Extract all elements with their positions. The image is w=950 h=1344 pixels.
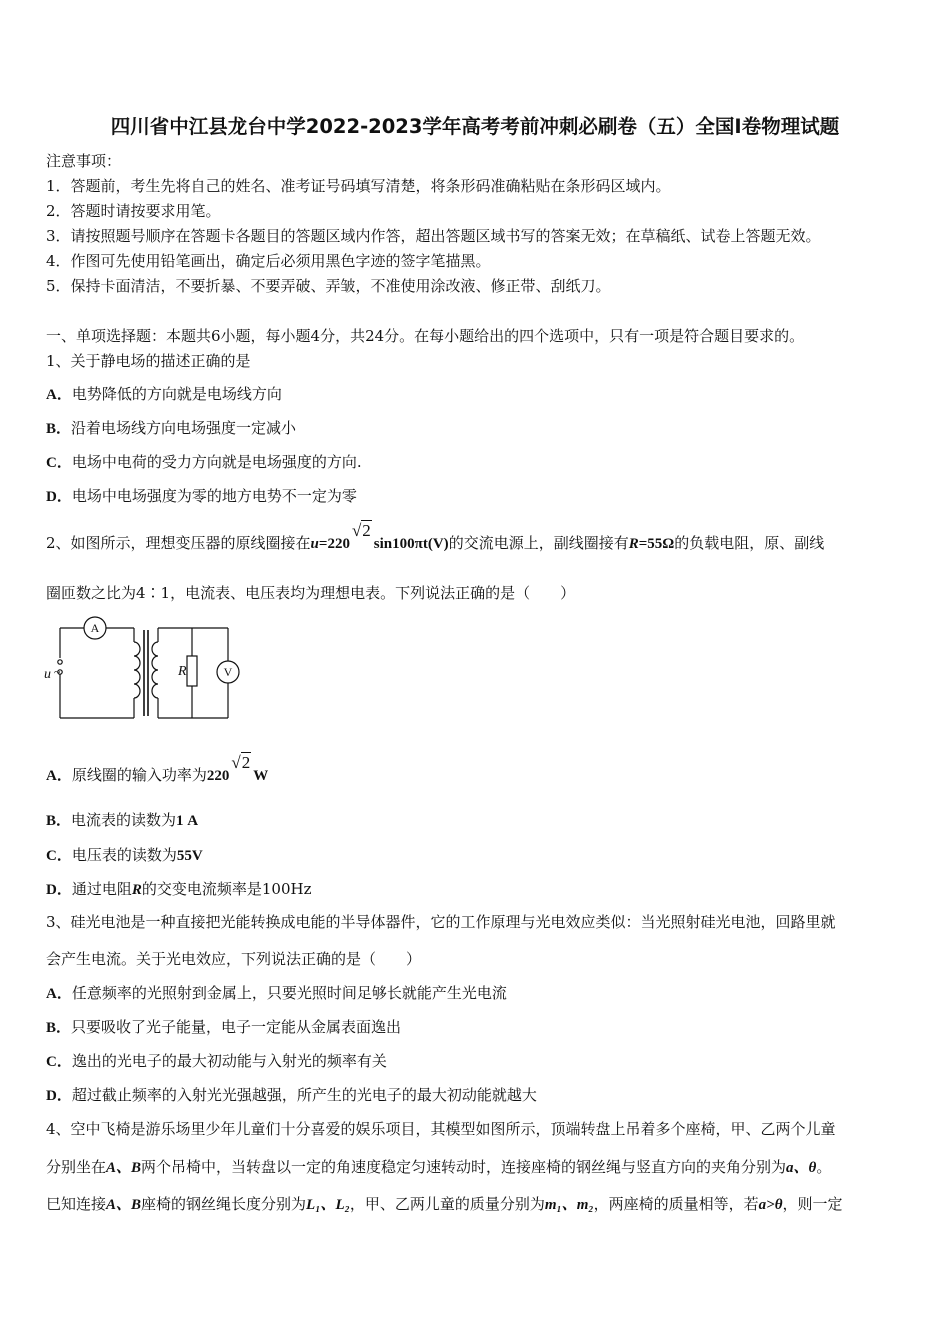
q3-option-a: [46, 983, 507, 1004]
q2-r-val: =55Ω: [638, 536, 675, 552]
option-label: A．: [46, 986, 72, 1002]
q3-stem-line1: 3、硅光电池是一种直接把光能转换成电能的半导体器件，它的工作原理与光电效应类似：当光照射硅光电池，回路里就: [46, 913, 836, 931]
option-text: 沿着电场线方向电场强度一定减小: [71, 419, 297, 437]
source-label: u: [44, 667, 51, 682]
option-text: 任意频率的光照射到金属上，只要光照时间足够长就能产生光电流: [71, 984, 507, 1002]
q4-text: ，则一定: [782, 1195, 843, 1213]
q4-text: 分别坐在: [46, 1158, 107, 1176]
q4-text: 巳知连接: [46, 1195, 107, 1213]
q3-option-b: [46, 1017, 401, 1038]
q1-stem: 1、关于静电场的描述正确的是: [46, 352, 251, 370]
q3-stem-line2: 会产生电流。关于光电效应，下列说法正确的是（ ）: [46, 950, 422, 968]
q1-option-c: [46, 452, 362, 473]
notice-heading: 注意事项：: [46, 152, 122, 170]
q4-angle-vars: a、θ: [786, 1160, 817, 1176]
q1-option-d: [46, 486, 357, 507]
notice-item-2: 2．答题时请按要求用笔。: [46, 202, 221, 220]
notice-item-4: 4．作图可先使用铅笔画出，确定后必须用黑色字迹的签字笔描黑。: [46, 252, 491, 270]
option-text: 电场中电荷的受力方向就是电场强度的方向.: [71, 453, 362, 471]
q2-sin: sin100πt(V): [373, 536, 449, 552]
sqrt-num: 2: [241, 753, 251, 772]
q4-mass-vars: m₁、m₂: [544, 1197, 594, 1213]
q2-stem-a: 2、如图所示，理想变压器的原线圈接在: [46, 534, 311, 552]
sqrt-symbol: [352, 521, 372, 541]
q4-line1: 4、空中飞椅是游乐场里少年儿童们十分喜爱的娱乐项目，其模型如图所示，顶端转盘上吊着多个座椅，甲、乙两个儿童: [46, 1120, 836, 1138]
q2-option-a: [46, 753, 269, 786]
q3-option-c: [46, 1051, 387, 1072]
q4-line3: [46, 1194, 843, 1215]
ammeter-label: A: [90, 621, 100, 635]
option-value: R: [131, 882, 142, 898]
q4-text: 两个吊椅中，当转盘以一定的角速度稳定匀速转动时，连接座椅的钢丝绳与竖直方向的夹角分别为: [141, 1158, 787, 1176]
q4-seat-vars: A、B: [106, 1197, 142, 1213]
option-text: 通过电阻: [71, 880, 132, 898]
option-text: 原线圈的输入功率为: [71, 766, 207, 784]
q2-u-var: u: [310, 536, 319, 552]
q1-option-b: [46, 418, 296, 439]
option-label: B．: [46, 1020, 72, 1036]
option-text: 电压表的读数为: [71, 846, 177, 864]
q4-length-vars: L₁、L₂: [306, 1197, 350, 1213]
option-label: C．: [46, 848, 72, 864]
notice-item-1: 1．答题前，考生先将自己的姓名、准考证号码填写清楚，将条形码准确粘贴在条形码区域内。: [46, 177, 671, 195]
option-value: 55V: [176, 848, 203, 864]
q2-stem-line1: [46, 521, 825, 554]
q4-line2: [46, 1157, 831, 1178]
section-heading: 一、单项选择题：本题共6小题，每小题4分，共24分。在每小题给出的四个选项中，只有一项是符合题目要求的。: [46, 327, 805, 345]
resistor-icon: [187, 656, 197, 686]
option-value: 1 A: [176, 813, 199, 829]
q4-condition: a>θ: [758, 1197, 783, 1213]
option-label: B．: [46, 421, 72, 437]
q4-text: 。: [816, 1158, 832, 1176]
q2-option-c: [46, 845, 203, 866]
notice-item-5: 5．保持卡面清洁，不要折暴、不要弄破、弄皱，不准使用涂改液、修正带、刮纸刀。: [46, 277, 611, 295]
q2-option-b: [46, 810, 198, 831]
option-label: B．: [46, 813, 72, 829]
resistor-label: R: [178, 664, 187, 679]
q2-option-d: [46, 879, 312, 900]
option-value: 220: [206, 768, 230, 784]
q1-option-a: [46, 384, 282, 405]
q3-option-d: [46, 1085, 537, 1106]
sqrt-radical: √: [351, 521, 362, 540]
q2-eq: =220: [318, 536, 350, 552]
q4-text: 座椅的钢丝绳长度分别为: [141, 1195, 307, 1213]
option-text: 电势降低的方向就是电场线方向: [71, 385, 282, 403]
notice-item-3: 3．请按照题号顺序在答题卡各题目的答题区域内作答，超出答题区域书写的答案无效；在草稿纸、试卷上答题无效。: [46, 227, 821, 245]
option-text: 超过截止频率的入射光光强越强，所产生的光电子的最大初动能就越大: [71, 1086, 537, 1104]
option-text: 逸出的光电子的最大初动能与入射光的频率有关: [71, 1052, 387, 1070]
q2-r-var: R: [628, 536, 639, 552]
sqrt-symbol: [231, 753, 251, 773]
option-label: A．: [46, 768, 72, 784]
page-title: 四川省中江县龙台中学2022-2023学年高考考前冲刺必刷卷（五）全国Ⅰ卷物理试题: [110, 115, 840, 138]
option-text: 电流表的读数为: [71, 811, 177, 829]
option-label: D．: [46, 1088, 72, 1104]
option-text: 电场中电场强度为零的地方电势不一定为零: [71, 487, 357, 505]
voltmeter-label: V: [223, 665, 233, 679]
option-label: C．: [46, 455, 72, 471]
q4-text: ，两座椅的质量相等，若: [593, 1195, 759, 1213]
q2-stem-b: 的交流电源上，副线圈接有: [448, 534, 629, 552]
option-label: A．: [46, 387, 72, 403]
option-label: C．: [46, 1054, 72, 1070]
q2-stem-c: 的负载电阻，原、副线: [674, 534, 825, 552]
option-label: D．: [46, 489, 72, 505]
ac-tilde: ~: [54, 665, 61, 679]
option-unit: W: [253, 768, 269, 784]
option-label: D．: [46, 882, 72, 898]
sqrt-num: 2: [362, 521, 371, 540]
q2-stem-line2: 圈匝数之比为4∶1，电流表、电压表均为理想电表。下列说法正确的是（ ）: [46, 584, 576, 602]
q4-seat-vars: A、B: [106, 1160, 142, 1176]
option-text-b: 的交变电流频率是100Hz: [141, 880, 312, 898]
option-text: 只要吸收了光子能量，电子一定能从金属表面逸出: [71, 1018, 402, 1036]
sqrt-radical: √: [231, 753, 241, 772]
transformer-circuit-diagram: [40, 612, 250, 724]
q4-text: ，甲、乙两儿童的质量分别为: [349, 1195, 545, 1213]
